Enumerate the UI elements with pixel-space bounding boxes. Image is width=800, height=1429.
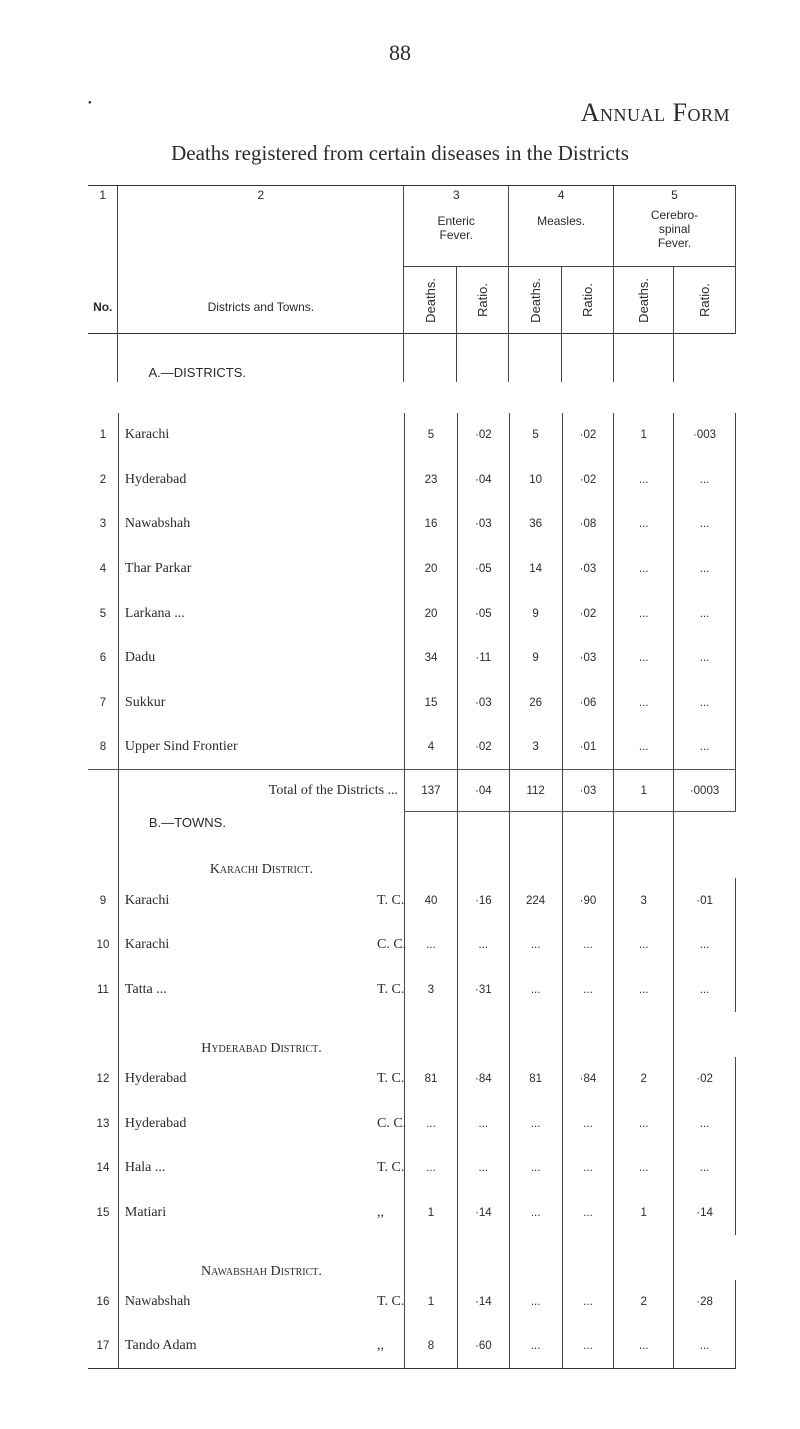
section-b-heading: B.—TOWNS. <box>118 812 404 834</box>
cerebro-ratio: ... <box>674 1101 736 1146</box>
empty-cell <box>405 1012 458 1057</box>
enteric-deaths: 40 <box>405 878 458 923</box>
row-name <box>118 1057 404 1102</box>
row-name <box>118 725 404 770</box>
cerebro-ratio: ... <box>674 636 736 681</box>
row-name <box>118 636 404 681</box>
table-row <box>88 725 736 770</box>
col-number-2: 2 <box>257 188 265 202</box>
row-number: 8 <box>99 741 107 754</box>
row-name <box>118 923 407 968</box>
section-b-row <box>88 812 736 834</box>
row-name-text: Tatta ... <box>124 981 167 997</box>
enteric-deaths: 23 <box>405 458 458 503</box>
measles-deaths: 14 <box>509 547 562 592</box>
enteric-ratio: ·03 <box>457 502 509 547</box>
empty-cell <box>674 834 736 879</box>
cerebro-ratio: ·003 <box>674 413 736 458</box>
row-name-text: Sukkur <box>124 694 166 710</box>
measles-ratio: ... <box>562 1146 614 1191</box>
empty-cell <box>88 1012 118 1057</box>
table-row <box>88 878 736 923</box>
empty-cell <box>674 1235 736 1280</box>
table-row <box>88 1324 736 1369</box>
empty-cell <box>509 1235 562 1280</box>
cerebro-deaths: ... <box>614 1101 674 1146</box>
page-title: Annual Form <box>580 98 730 127</box>
total-label: Total of the Districts ... <box>118 770 404 812</box>
measles-ratio: ... <box>562 1101 614 1146</box>
table-row <box>88 968 736 1013</box>
table-row <box>88 636 736 681</box>
header-enteric-fever: Enteric Fever. <box>437 214 475 242</box>
enteric-deaths: 81 <box>405 1057 458 1102</box>
cerebro-deaths: ... <box>614 923 674 968</box>
row-name-text: Tando Adam <box>124 1338 197 1354</box>
row-town-type: T. C. <box>377 892 405 908</box>
empty-cell <box>562 1235 614 1280</box>
cerebro-deaths: ... <box>614 725 674 770</box>
enteric-ratio: ·11 <box>457 636 509 681</box>
empty-cell <box>457 1235 509 1280</box>
empty-cell <box>614 1012 674 1057</box>
row-name-text: Hyderabad <box>124 471 187 487</box>
measles-ratio: ·02 <box>562 458 614 503</box>
header-enteric-deaths: Deaths. <box>422 277 438 323</box>
row-town-type: T. C. <box>377 1293 405 1309</box>
row-town-type: T. C. <box>377 981 405 997</box>
row-name <box>118 1146 404 1191</box>
table-row <box>88 547 736 592</box>
col-number-5: 5 <box>671 188 678 202</box>
table-subtitle: Deaths registered from certain diseases in the Districts <box>171 141 629 165</box>
measles-ratio: ... <box>562 1280 614 1325</box>
table-row <box>88 1146 736 1191</box>
empty-cell <box>405 1235 458 1280</box>
enteric-ratio: ·03 <box>457 681 509 726</box>
col-number-3: 3 <box>452 188 460 202</box>
row-name-text: Karachi <box>124 937 170 953</box>
cerebro-deaths: ... <box>614 502 674 547</box>
cerebro-ratio: ... <box>674 923 736 968</box>
col-number-1: 1 <box>99 188 107 202</box>
empty-cell <box>405 834 458 879</box>
enteric-ratio: ·05 <box>457 547 509 592</box>
measles-deaths: ... <box>509 1324 562 1369</box>
empty-cell <box>562 812 614 834</box>
cerebro-deaths: ... <box>614 458 674 503</box>
measles-ratio: ·06 <box>562 681 614 726</box>
measles-ratio: ·02 <box>562 413 614 458</box>
enteric-deaths: 16 <box>405 502 458 547</box>
section-heading-row <box>88 834 736 879</box>
row-number: 2 <box>99 473 107 486</box>
empty-cell <box>509 812 562 834</box>
row-town-type: C. C. <box>377 937 407 953</box>
enteric-ratio: ·16 <box>457 878 509 923</box>
enteric-ratio: ·84 <box>457 1057 509 1102</box>
section-a-heading: A.—DISTRICTS. <box>118 334 404 383</box>
measles-deaths: 9 <box>509 636 562 681</box>
table-row <box>88 1057 736 1102</box>
header-cerebro-ratio: Ratio. <box>697 283 712 317</box>
cerebro-deaths: 1 <box>614 413 674 458</box>
row-name-text: Karachi <box>124 427 170 443</box>
empty-cell <box>614 1235 674 1280</box>
measles-ratio: ·01 <box>562 725 614 770</box>
empty-cell <box>562 1012 614 1057</box>
row-name <box>118 1191 404 1236</box>
measles-deaths: ... <box>509 923 562 968</box>
empty-cell <box>405 812 458 834</box>
table-row <box>88 681 736 726</box>
header-measles-ratio: Ratio. <box>580 283 596 317</box>
empty-cell <box>88 1235 118 1280</box>
enteric-deaths: 20 <box>405 547 458 592</box>
page-number: 88 <box>389 40 411 65</box>
table-row <box>88 413 736 458</box>
enteric-deaths: 20 <box>405 591 458 636</box>
measles-deaths: 26 <box>509 681 562 726</box>
row-number: 10 <box>96 939 110 952</box>
enteric-deaths: 34 <box>405 636 458 681</box>
empty-cell <box>562 834 614 879</box>
empty-cell <box>674 812 736 834</box>
row-number: 3 <box>99 518 107 531</box>
row-number: 6 <box>99 652 107 665</box>
enteric-ratio: ·14 <box>457 1280 509 1325</box>
cerebro-deaths: ... <box>614 968 674 1013</box>
enteric-ratio: ... <box>457 923 509 968</box>
measles-ratio: ·03 <box>562 636 614 681</box>
row-name <box>118 591 404 636</box>
total-cr: ·0003 <box>674 770 736 812</box>
table-row <box>88 1280 736 1325</box>
total-cd: 1 <box>614 770 674 812</box>
empty-cell <box>674 1012 736 1057</box>
total-mr: ·03 <box>562 770 614 812</box>
row-name-text: Hyderabad <box>124 1071 187 1087</box>
row-number: 4 <box>99 563 107 576</box>
cerebro-ratio: ·01 <box>674 878 736 923</box>
section-heading-row <box>88 1012 736 1057</box>
empty-cell <box>88 770 118 812</box>
row-number: 7 <box>99 696 107 709</box>
table-row <box>88 591 736 636</box>
row-name-text: Upper Sind Frontier <box>124 739 238 755</box>
measles-deaths: ... <box>509 1191 562 1236</box>
enteric-ratio: ·02 <box>457 413 509 458</box>
section-heading-row <box>88 1235 736 1280</box>
measles-ratio: ·03 <box>562 547 614 592</box>
empty-cell <box>457 834 509 879</box>
row-number: 12 <box>96 1073 110 1086</box>
row-name-text: Nawabshah <box>124 516 191 532</box>
measles-deaths: 10 <box>509 458 562 503</box>
bullet-mark: ● <box>88 100 92 106</box>
row-number: 17 <box>88 1324 118 1369</box>
row-name <box>118 1101 407 1146</box>
cerebro-deaths: ... <box>614 591 674 636</box>
row-name-text: Hala ... <box>124 1160 166 1176</box>
enteric-deaths: 15 <box>405 681 458 726</box>
row-name <box>118 878 404 923</box>
row-town-type: ,, <box>377 1338 384 1354</box>
row-town-type: T. C. <box>377 1160 405 1176</box>
measles-deaths: ... <box>509 1280 562 1325</box>
header-cerebro-deaths: Deaths. <box>636 277 652 323</box>
empty-cell <box>88 834 118 879</box>
section-heading: Hyderabad District. <box>118 1012 404 1057</box>
row-number: 14 <box>96 1162 110 1175</box>
measles-ratio: ·90 <box>562 878 614 923</box>
empty-cell <box>614 834 674 879</box>
cerebro-ratio: ·02 <box>674 1057 736 1102</box>
measles-deaths: 3 <box>509 725 562 770</box>
empty-cell <box>457 1012 509 1057</box>
row-name-text: Larkana ... <box>124 605 185 621</box>
deaths-table <box>88 185 736 382</box>
measles-deaths: ... <box>509 1101 562 1146</box>
section-a-heading-row <box>88 334 736 383</box>
cerebro-ratio: ... <box>674 458 736 503</box>
table-row <box>88 458 736 503</box>
empty-cell <box>509 834 562 879</box>
row-name-text: Dadu <box>124 650 156 666</box>
enteric-ratio: ·31 <box>457 968 509 1013</box>
measles-ratio: ... <box>562 1191 614 1236</box>
header-measles-deaths: Deaths. <box>527 277 543 323</box>
cerebro-deaths: ... <box>614 1324 674 1369</box>
enteric-ratio: ·02 <box>457 725 509 770</box>
measles-ratio: ·84 <box>562 1057 614 1102</box>
measles-ratio: ·08 <box>562 502 614 547</box>
row-number: 1 <box>99 429 107 442</box>
row-name-text: Karachi <box>124 892 170 908</box>
enteric-ratio: ·05 <box>457 591 509 636</box>
row-number: 13 <box>96 1117 110 1130</box>
row-name-text: Nawabshah <box>124 1293 191 1309</box>
cerebro-deaths: 3 <box>614 878 674 923</box>
measles-deaths: 9 <box>509 591 562 636</box>
header-row-numbers <box>88 186 736 267</box>
empty-cell <box>88 812 118 834</box>
cerebro-ratio: ... <box>674 968 736 1013</box>
row-name <box>118 1324 404 1369</box>
total-ed: 137 <box>405 770 458 812</box>
header-cerebro-spinal-fever: Cerebro-spinal Fever. <box>650 208 699 250</box>
row-name <box>118 547 404 592</box>
enteric-deaths: ... <box>405 923 458 968</box>
enteric-deaths: 5 <box>405 413 458 458</box>
cerebro-ratio: ... <box>674 591 736 636</box>
row-name <box>118 681 404 726</box>
header-enteric-ratio: Ratio. <box>475 283 491 317</box>
cerebro-deaths: ... <box>614 1146 674 1191</box>
empty-cell <box>614 812 674 834</box>
header-no: No. <box>93 300 113 314</box>
cerebro-deaths: 1 <box>614 1191 674 1236</box>
row-number: 16 <box>96 1295 110 1308</box>
measles-ratio: ... <box>562 1324 614 1369</box>
row-town-type: C. C. <box>377 1115 407 1131</box>
measles-deaths: ... <box>509 968 562 1013</box>
row-name <box>118 502 404 547</box>
cerebro-ratio: ·14 <box>674 1191 736 1236</box>
enteric-ratio: ·60 <box>457 1324 509 1369</box>
col-number-4: 4 <box>557 188 565 202</box>
total-row <box>88 770 736 812</box>
enteric-ratio: ... <box>457 1101 509 1146</box>
enteric-ratio: ... <box>457 1146 509 1191</box>
row-town-type: T. C. <box>377 1071 405 1087</box>
cerebro-deaths: 2 <box>614 1280 674 1325</box>
row-number: 15 <box>96 1206 110 1219</box>
measles-deaths: 224 <box>509 878 562 923</box>
total-er: ·04 <box>457 770 509 812</box>
row-name-text: Matiari <box>124 1204 167 1220</box>
measles-ratio: ·02 <box>562 591 614 636</box>
row-name <box>118 1280 404 1325</box>
header-districts: Districts and Towns. <box>207 300 315 314</box>
total-md: 112 <box>509 770 562 812</box>
cerebro-deaths: ... <box>614 547 674 592</box>
measles-deaths: 36 <box>509 502 562 547</box>
enteric-deaths: 3 <box>405 968 458 1013</box>
enteric-ratio: ·14 <box>457 1191 509 1236</box>
row-number: 5 <box>99 607 107 620</box>
enteric-deaths: 8 <box>405 1324 458 1369</box>
empty-cell <box>509 1012 562 1057</box>
table-row <box>88 1101 736 1146</box>
measles-deaths: 5 <box>509 413 562 458</box>
enteric-deaths: ... <box>405 1146 458 1191</box>
cerebro-ratio: ... <box>674 502 736 547</box>
measles-ratio: ... <box>562 923 614 968</box>
enteric-ratio: ·04 <box>457 458 509 503</box>
cerebro-ratio: ... <box>674 1146 736 1191</box>
empty-cell <box>457 812 509 834</box>
enteric-deaths: 4 <box>405 725 458 770</box>
row-name-text: Thar Parkar <box>124 561 192 577</box>
header-measles: Measles. <box>537 214 586 228</box>
row-number: 11 <box>96 983 109 996</box>
enteric-deaths: 1 <box>405 1280 458 1325</box>
cerebro-deaths: ... <box>614 681 674 726</box>
cerebro-ratio: ... <box>674 725 736 770</box>
table-row <box>88 923 736 968</box>
enteric-deaths: ... <box>405 1101 458 1146</box>
measles-ratio: ... <box>562 968 614 1013</box>
cerebro-deaths: ... <box>614 636 674 681</box>
row-name-text: Hyderabad <box>124 1115 187 1131</box>
section-heading: Karachi District. <box>118 834 404 879</box>
deaths-table-body <box>88 413 736 1369</box>
row-name <box>118 413 404 458</box>
cerebro-ratio: ... <box>674 1324 736 1369</box>
row-number: 9 <box>99 894 107 907</box>
row-town-type: ,, <box>377 1204 384 1220</box>
table-row <box>88 1191 736 1236</box>
cerebro-ratio: ... <box>674 681 736 726</box>
cerebro-ratio: ... <box>674 547 736 592</box>
enteric-deaths: 1 <box>405 1191 458 1236</box>
row-name <box>118 968 404 1013</box>
measles-deaths: 81 <box>509 1057 562 1102</box>
table-row <box>88 502 736 547</box>
section-heading: Nawabshah District. <box>118 1235 404 1280</box>
measles-deaths: ... <box>509 1146 562 1191</box>
cerebro-deaths: 2 <box>614 1057 674 1102</box>
cerebro-ratio: ·28 <box>674 1280 736 1325</box>
row-name <box>118 458 404 503</box>
